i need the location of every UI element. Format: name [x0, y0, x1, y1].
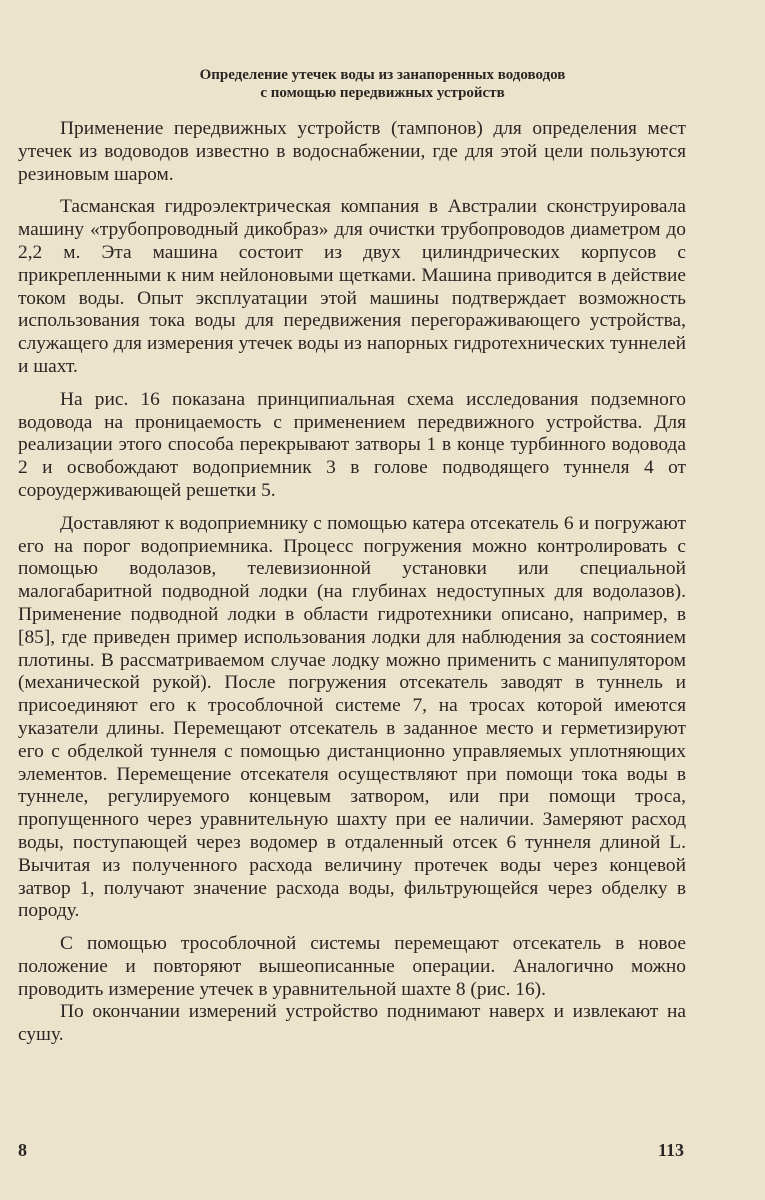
- paragraph: Применение передвижных устройств (тампонов) для определения мест утечек из водоводов известно в водоснабжении, где для этой цели пользуются резиновым шаром.: [18, 118, 686, 185]
- heading-line-1: Определение утечек воды из занапоренных водоводов: [199, 67, 566, 83]
- body-text: [18, 118, 686, 1057]
- paragraph: На рис. 16 показана принципиальная схема исследования подземного водовода на проницаемость с применением передвижного устройства. Для реализации этого способа перекрывают затворы 1 в конце турбинного водовода 2 и освобождают водоприемник 3 в голове подводящего туннеля 4 от сороудерживающей решетки 5.: [18, 388, 686, 501]
- paragraph: Тасманская гидроэлектрическая компания в Австралии сконструировала машину «трубопроводный дикобраз» для очистки трубопроводов диаметром до 2,2 м. Эта машина состоит из двух цилиндрических корпусов с прикрепленными к ним нейлоновыми щетками. Машина приводится в действие током воды. Опыт эксплуатации этой машины подтверждает возможность использования тока воды для передвижения перегораживающего устройства, служащего для измерения утечек воды из напорных гидротехнических туннелей и шахт.: [18, 196, 686, 377]
- page-number: 113: [658, 1140, 685, 1160]
- paragraph: Доставляют к водоприемнику с помощью катера отсекатель 6 и погружают его на порог водоприемника. Процесс погружения можно контролировать с помощью водолазов, телевизионной установки или специальной малогабаритной подводной лодки (на глубинах недоступных для водолазов). Применение подводной лодки в области гидротехники описано, например, в [85], где приведен пример использования лодки для наблюдения за состоянием плотины. В рассматриваемом случае лодку можно применить с манипулятором (механической рукой). После погружения отсекатель заводят в туннель и присоединяют его к трособлочной системе 7, на тросах которой имеются указатели длины. Перемещают отсекатель в заданное место и герметизируют его с обделкой туннеля с помощью дистанционно управляемых уплотняющих элементов. Перемещение отсекателя осуществляют при помощи тока воды в туннеле, регулируемого концевым затвором, или при помощи троса, пропущенного через уравнительную шахту при ее наличии. Замеряют расход воды, поступающей через водомер в отдаленный отсек 6 туннеля длиной L. Вычитая из полученного расхода величину протечек воды через концевой затвор 1, получают значение расхода воды, фильтрующейся через обделку в породу.: [18, 512, 686, 922]
- signature-mark: 8: [18, 1140, 27, 1160]
- section-heading: [40, 66, 725, 102]
- paragraph: С помощью трособлочной системы перемещают отсекатель в новое положение и повторяют вышеописанные операции. Аналогично можно проводить измерение утечек в уравнительной шахте 8 (рис. 16).: [18, 933, 686, 1000]
- heading-line-2: с помощью передвижных устройств: [260, 85, 505, 101]
- paragraph: По окончании измерений устройство поднимают наверх и извлекают на сушу.: [18, 1001, 686, 1046]
